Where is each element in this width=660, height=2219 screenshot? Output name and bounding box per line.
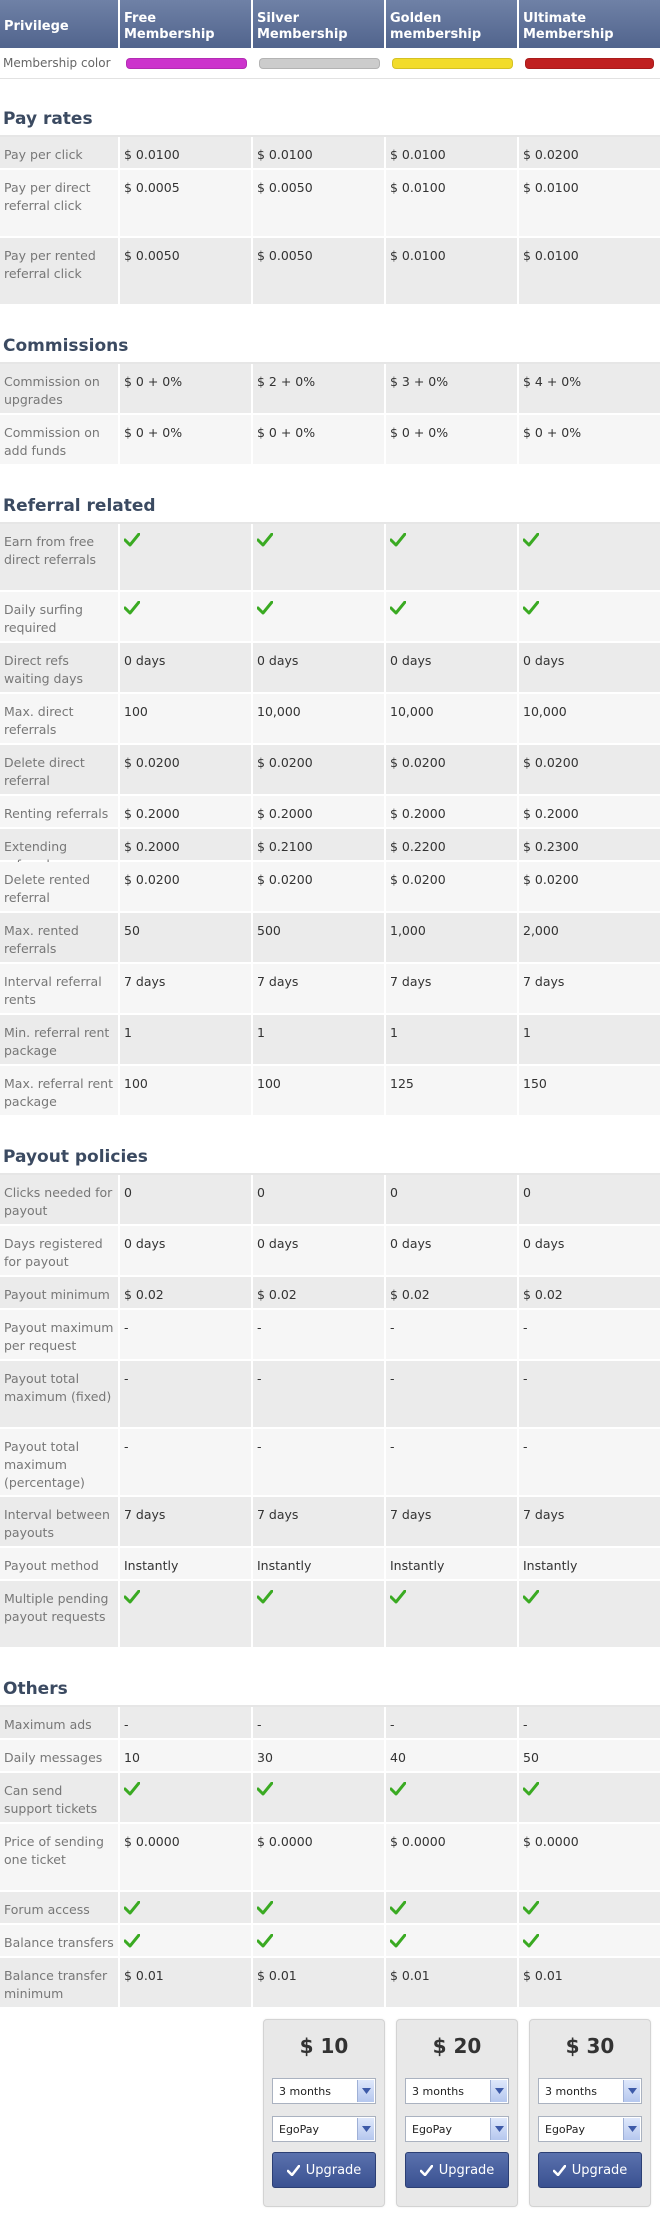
golden-check-icon (386, 1925, 519, 1956)
free-value: $ 0.0005 (120, 170, 253, 236)
chevron-down-icon[interactable] (357, 2118, 374, 2140)
chevron-down-icon[interactable] (623, 2080, 640, 2102)
free-check-icon (120, 1925, 253, 1956)
golden-value: 0 days (386, 643, 519, 692)
free-value: - (120, 1429, 253, 1495)
ultimate-value: 7 days (519, 964, 660, 1013)
privilege-row (0, 1548, 660, 1581)
upgrade-button[interactable] (538, 2152, 642, 2188)
privilege-row (0, 1361, 660, 1429)
silver-value: 0 days (253, 643, 386, 692)
ultimate-value: $ 0.2000 (519, 796, 660, 827)
privilege-label: Max. referral rent package (0, 1066, 120, 1115)
golden-check-icon (386, 524, 519, 590)
privilege-row (0, 1226, 660, 1277)
ultimate-value: 10,000 (519, 694, 660, 743)
privilege-row (0, 592, 660, 643)
silver-value: - (253, 1429, 386, 1495)
membership-color-label: Membership color (3, 56, 111, 70)
ultimate-check-icon (519, 1925, 660, 1956)
privilege-label: Interval between payouts (0, 1497, 120, 1546)
ultimate-value: - (519, 1361, 660, 1427)
period-select-value: 3 months (279, 2085, 331, 2098)
privilege-label: Delete rented referral (0, 862, 120, 911)
golden-value: $ 0.0000 (386, 1824, 519, 1890)
free-value: $ 0.0200 (120, 862, 253, 911)
free-value: 10 (120, 1740, 253, 1771)
free-value: - (120, 1361, 253, 1427)
privilege-row (0, 137, 660, 170)
privilege-label: Can send support tickets (0, 1773, 120, 1822)
privilege-row (0, 694, 660, 745)
upgrade-button[interactable] (272, 2152, 376, 2188)
ultimate-value: - (519, 1707, 660, 1738)
privilege-label: Interval referral rents (0, 964, 120, 1013)
privilege-label: Maximum ads (0, 1707, 120, 1738)
free-value: 7 days (120, 1497, 253, 1546)
silver-value: $ 0.0100 (253, 137, 386, 168)
chevron-down-icon[interactable] (490, 2118, 507, 2140)
golden-value: Instantly (386, 1548, 519, 1579)
privilege-row (0, 1925, 660, 1958)
check-icon (420, 2165, 433, 2176)
privilege-label: Payout total maximum (percentage) (0, 1429, 120, 1495)
ultimate-value: $ 0.0100 (519, 170, 660, 236)
privilege-row (0, 1066, 660, 1117)
silver-value: 10,000 (253, 694, 386, 743)
ultimate-value: - (519, 1429, 660, 1495)
privilege-label: Daily messages (0, 1740, 120, 1771)
privilege-label: Min. referral rent package (0, 1015, 120, 1064)
golden-value: $ 0 + 0% (386, 415, 519, 464)
ultimate-value: $ 4 + 0% (519, 364, 660, 413)
ultimate-value: 50 (519, 1740, 660, 1771)
golden-value: 40 (386, 1740, 519, 1771)
free-value: $ 0.0000 (120, 1824, 253, 1890)
free-value: 1 (120, 1015, 253, 1064)
silver-check-icon (253, 524, 386, 590)
section-title: Pay rates (0, 79, 660, 137)
silver-check-icon (253, 1773, 386, 1822)
header-privilege: Privilege (0, 0, 120, 48)
ultimate-value: 2,000 (519, 913, 660, 962)
privilege-label: Price of sending one ticket (0, 1824, 120, 1890)
privilege-label: Max. direct referrals (0, 694, 120, 743)
silver-value: Instantly (253, 1548, 386, 1579)
silver-value: 0 (253, 1175, 386, 1224)
ultimate-value: 1 (519, 1015, 660, 1064)
header-free-membership: Free Membership (120, 0, 253, 48)
golden-value: - (386, 1310, 519, 1359)
table-header (0, 0, 660, 48)
golden-value: 1 (386, 1015, 519, 1064)
silver-value: $ 0.0200 (253, 862, 386, 911)
privilege-row (0, 1015, 660, 1066)
plan-box-ultimate (529, 2019, 651, 2207)
period-select-value: 3 months (545, 2085, 597, 2098)
silver-value: $ 0.0200 (253, 745, 386, 794)
privilege-label: Direct refs waiting days (0, 643, 120, 692)
free-value: $ 0 + 0% (120, 364, 253, 413)
free-value: $ 0.02 (120, 1277, 253, 1308)
section-title: Payout policies (0, 1117, 660, 1175)
golden-value: $ 3 + 0% (386, 364, 519, 413)
privilege-sections (0, 79, 660, 2009)
ultimate-value: $ 0.02 (519, 1277, 660, 1308)
period-select[interactable] (272, 2078, 376, 2104)
upgrade-button[interactable] (405, 2152, 509, 2188)
golden-check-icon (386, 1581, 519, 1647)
privilege-row (0, 1958, 660, 2009)
free-value: $ 0.2000 (120, 829, 253, 860)
privilege-row (0, 1175, 660, 1226)
privilege-row (0, 913, 660, 964)
ultimate-value: $ 0.0100 (519, 238, 660, 304)
privilege-label: Multiple pending payout requests (0, 1581, 120, 1647)
privilege-row (0, 643, 660, 694)
silver-value: $ 0.0000 (253, 1824, 386, 1890)
golden-value: 1,000 (386, 913, 519, 962)
golden-value: $ 0.0200 (386, 745, 519, 794)
silver-value: $ 0.01 (253, 1958, 386, 2007)
check-icon (287, 2165, 300, 2176)
ultimate-value: 7 days (519, 1497, 660, 1546)
privilege-label: Commission on upgrades (0, 364, 120, 413)
privilege-label: Payout maximum per request (0, 1310, 120, 1359)
section-title: Commissions (0, 306, 660, 364)
ultimate-value: 0 (519, 1175, 660, 1224)
ultimate-value: $ 0.0000 (519, 1824, 660, 1890)
privilege-row (0, 862, 660, 913)
privilege-row (0, 1707, 660, 1740)
ultimate-value: $ 0 + 0% (519, 415, 660, 464)
silver-value: - (253, 1310, 386, 1359)
free-value: $ 0.0200 (120, 745, 253, 794)
privilege-row (0, 238, 660, 306)
free-value: Instantly (120, 1548, 253, 1579)
privilege-label: Daily surfing required (0, 592, 120, 641)
privilege-row (0, 170, 660, 238)
ultimate-color-bar (525, 58, 654, 69)
privilege-label: Days registered for payout (0, 1226, 120, 1275)
privilege-label: Max. rented referrals (0, 913, 120, 962)
silver-value: 1 (253, 1015, 386, 1064)
silver-value: 7 days (253, 964, 386, 1013)
membership-color-row (0, 48, 660, 79)
ultimate-check-icon (519, 1773, 660, 1822)
chevron-down-icon[interactable] (623, 2118, 640, 2140)
ultimate-value: $ 0.2300 (519, 829, 660, 860)
silver-check-icon (253, 1892, 386, 1923)
ultimate-value: Instantly (519, 1548, 660, 1579)
upgrade-button-label: Upgrade (571, 2162, 628, 2178)
ultimate-check-icon (519, 1892, 660, 1923)
gateway-select[interactable] (538, 2116, 642, 2142)
section-title: Referral related (0, 466, 660, 524)
privilege-label: Pay per rented referral click (0, 238, 120, 304)
section-title: Others (0, 1649, 660, 1707)
privilege-row (0, 1277, 660, 1310)
ultimate-value: $ 0.0200 (519, 137, 660, 168)
ultimate-value: 150 (519, 1066, 660, 1115)
free-check-icon (120, 592, 253, 641)
silver-value: 0 days (253, 1226, 386, 1275)
golden-value: $ 0.0100 (386, 170, 519, 236)
golden-value: $ 0.2200 (386, 829, 519, 860)
privilege-label: Balance transfers (0, 1925, 120, 1956)
privilege-label: Commission on add funds (0, 415, 120, 464)
silver-check-icon (253, 1581, 386, 1647)
upgrade-button-label: Upgrade (438, 2162, 495, 2178)
free-value: - (120, 1310, 253, 1359)
privilege-row (0, 1773, 660, 1824)
ultimate-value: 0 days (519, 643, 660, 692)
silver-color-bar (259, 58, 380, 69)
silver-value: $ 2 + 0% (253, 364, 386, 413)
privilege-row (0, 1429, 660, 1497)
silver-value: $ 0.2100 (253, 829, 386, 860)
ultimate-value: $ 0.0200 (519, 745, 660, 794)
privilege-label: Delete direct referral (0, 745, 120, 794)
golden-value: $ 0.02 (386, 1277, 519, 1308)
plan-box-silver (263, 2019, 385, 2207)
silver-value: $ 0.2000 (253, 796, 386, 827)
free-value: $ 0.01 (120, 1958, 253, 2007)
golden-check-icon (386, 592, 519, 641)
silver-value: 100 (253, 1066, 386, 1115)
privilege-label: Pay per click (0, 137, 120, 168)
silver-value: 7 days (253, 1497, 386, 1546)
privilege-label: Earn from free direct referrals (0, 524, 120, 590)
privilege-label: Forum access (0, 1892, 120, 1923)
upgrade-button-label: Upgrade (305, 2162, 362, 2178)
ultimate-value: - (519, 1310, 660, 1359)
silver-value: $ 0.02 (253, 1277, 386, 1308)
period-select[interactable] (538, 2078, 642, 2104)
privilege-label: Extending (0, 829, 120, 860)
privilege-label: Balance transfer minimum (0, 1958, 120, 2007)
gateway-select-value: EgoPay (545, 2123, 586, 2136)
free-value: 0 days (120, 1226, 253, 1275)
privilege-row (0, 364, 660, 415)
privilege-label: Pay per direct referral click (0, 170, 120, 236)
privilege-label: Clicks needed for payout (0, 1175, 120, 1224)
silver-value: 500 (253, 913, 386, 962)
golden-value: 7 days (386, 964, 519, 1013)
golden-value: - (386, 1707, 519, 1738)
period-select[interactable] (405, 2078, 509, 2104)
privilege-row (0, 1824, 660, 1892)
privilege-label: Payout minimum (0, 1277, 120, 1308)
golden-check-icon (386, 1892, 519, 1923)
plan-price: $ 20 (432, 2034, 482, 2058)
privilege-label: Payout method (0, 1548, 120, 1579)
free-value: $ 0.0100 (120, 137, 253, 168)
golden-value: $ 0.01 (386, 1958, 519, 2007)
ultimate-value: $ 0.01 (519, 1958, 660, 2007)
free-check-icon (120, 1581, 253, 1647)
privilege-row (0, 964, 660, 1015)
gateway-select[interactable] (405, 2116, 509, 2142)
silver-value: $ 0.0050 (253, 170, 386, 236)
golden-value: - (386, 1429, 519, 1495)
privilege-row (0, 796, 660, 829)
purchase-area (0, 2009, 660, 2219)
privilege-label: Renting referrals (0, 796, 120, 827)
golden-color-bar (392, 58, 513, 69)
header-silver-membership: Silver Membership (253, 0, 386, 48)
free-value: 50 (120, 913, 253, 962)
free-value: $ 0.2000 (120, 796, 253, 827)
header-ultimate-membership: Ultimate Membership (519, 0, 660, 48)
privilege-row (0, 524, 660, 592)
period-select-value: 3 months (412, 2085, 464, 2098)
silver-value: $ 0.0050 (253, 238, 386, 304)
free-value: 0 days (120, 643, 253, 692)
free-color-bar (126, 58, 247, 69)
golden-value: 0 days (386, 1226, 519, 1275)
ultimate-value: 0 days (519, 1226, 660, 1275)
ultimate-check-icon (519, 1581, 660, 1647)
ultimate-check-icon (519, 524, 660, 590)
golden-value: 10,000 (386, 694, 519, 743)
silver-check-icon (253, 1925, 386, 1956)
free-value: $ 0.0050 (120, 238, 253, 304)
free-check-icon (120, 524, 253, 590)
privilege-row (0, 415, 660, 466)
privilege-row (0, 1740, 660, 1773)
golden-check-icon (386, 1773, 519, 1822)
ultimate-value: $ 0.0200 (519, 862, 660, 911)
chevron-down-icon[interactable] (490, 2080, 507, 2102)
free-value: - (120, 1707, 253, 1738)
plan-price: $ 10 (299, 2034, 349, 2058)
plan-box-golden (396, 2019, 518, 2207)
golden-value: $ 0.0200 (386, 862, 519, 911)
golden-value: 7 days (386, 1497, 519, 1546)
golden-value: $ 0.0100 (386, 238, 519, 304)
privilege-row (0, 1892, 660, 1925)
silver-value: 30 (253, 1740, 386, 1771)
silver-value: $ 0 + 0% (253, 415, 386, 464)
privilege-label: Payout total maximum (fixed) (0, 1361, 120, 1427)
gateway-select-value: EgoPay (279, 2123, 320, 2136)
free-value: $ 0 + 0% (120, 415, 253, 464)
golden-value: $ 0.0100 (386, 137, 519, 168)
golden-value: 0 (386, 1175, 519, 1224)
golden-value: 125 (386, 1066, 519, 1115)
free-value: 100 (120, 1066, 253, 1115)
free-check-icon (120, 1773, 253, 1822)
privilege-row (0, 1310, 660, 1361)
check-icon (553, 2165, 566, 2176)
free-value: 100 (120, 694, 253, 743)
privilege-row (0, 1581, 660, 1649)
silver-check-icon (253, 592, 386, 641)
gateway-select[interactable] (272, 2116, 376, 2142)
plan-price: $ 30 (565, 2034, 615, 2058)
silver-value: - (253, 1361, 386, 1427)
privilege-row (0, 1497, 660, 1548)
gateway-select-value: EgoPay (412, 2123, 453, 2136)
golden-value: $ 0.2000 (386, 796, 519, 827)
free-value: 0 (120, 1175, 253, 1224)
ultimate-check-icon (519, 592, 660, 641)
silver-value: - (253, 1707, 386, 1738)
privilege-row (0, 745, 660, 796)
free-check-icon (120, 1892, 253, 1923)
header-golden-membership: Golden membership (386, 0, 519, 48)
golden-value: - (386, 1361, 519, 1427)
privilege-row (0, 829, 660, 862)
chevron-down-icon[interactable] (357, 2080, 374, 2102)
free-value: 7 days (120, 964, 253, 1013)
